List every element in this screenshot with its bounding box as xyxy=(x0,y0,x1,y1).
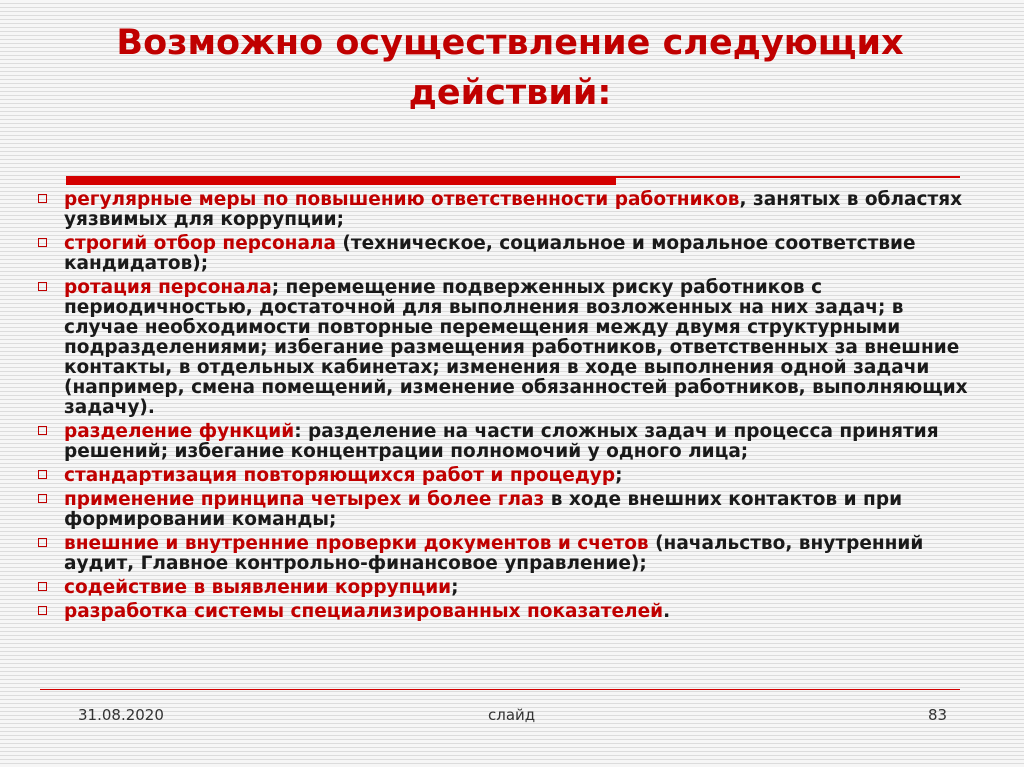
list-item xyxy=(34,534,984,574)
list-item xyxy=(34,602,984,622)
square-bullet-icon xyxy=(38,238,47,247)
square-bullet-icon xyxy=(38,538,47,547)
slide-title: Возможно осуществление следующих действий: xyxy=(116,23,904,113)
square-bullet-icon xyxy=(38,582,47,591)
item-highlight: разделение функций xyxy=(64,421,295,442)
item-text: (начальство, внутренний аудит, Главное контрольно-финансовое управление); xyxy=(64,533,924,574)
square-bullet-icon xyxy=(38,494,47,503)
item-highlight: внешние и внутренние проверки документов и счетов xyxy=(64,533,649,554)
item-text: ; перемещение подверженных риску работников с периодичностью, достаточной для выполнения возложенных на них задач; в случае необходимости повторные перемещения между двумя структурными подразделениями; избегание размещения работников, ответственных за внешние контакты, в отдельных кабинетах; изменения в ходе выполнения одной задачи (например, смена помещений, изменение обязанностей работников, выполняющих задачу). xyxy=(64,277,968,418)
item-text: , занятых в областях уязвимых для коррупции; xyxy=(64,189,963,230)
square-bullet-icon xyxy=(38,470,47,479)
square-bullet-icon xyxy=(38,194,47,203)
item-highlight: стандартизация повторяющихся работ и процедур xyxy=(64,465,616,486)
item-highlight: строгий отбор персонала xyxy=(64,233,336,254)
list-item xyxy=(34,278,984,418)
item-highlight: содействие в выявлении коррупции xyxy=(64,577,452,598)
item-text: ; xyxy=(451,577,459,598)
list-item xyxy=(34,234,984,274)
item-text: (техническое, социальное и моральное соответствие кандидатов); xyxy=(64,233,916,274)
item-highlight: ротация персонала xyxy=(64,277,272,298)
list-item xyxy=(34,466,984,486)
list-item xyxy=(34,190,984,230)
square-bullet-icon xyxy=(38,606,47,615)
list-item xyxy=(34,578,984,598)
footer-divider xyxy=(40,689,960,690)
item-highlight: регулярные меры по повышению ответственности работников xyxy=(64,189,740,210)
list-item xyxy=(34,422,984,462)
item-text: ; xyxy=(615,465,623,486)
item-text: : разделение на части сложных задач и процесса принятия решений; избегание концентрации полномочий у одного лица; xyxy=(64,421,939,462)
bullet-list xyxy=(34,190,984,626)
title-underline-thin xyxy=(616,176,960,178)
item-highlight: разработка системы специализированных показателей xyxy=(64,601,664,622)
item-highlight: применение принципа четырех и более глаз xyxy=(64,489,545,510)
title-underline-thick xyxy=(66,176,616,185)
square-bullet-icon xyxy=(38,426,47,435)
item-text: . xyxy=(663,601,671,622)
footer-label: слайд xyxy=(488,706,536,724)
slide-number: 83 xyxy=(928,706,948,724)
footer-date: 31.08.2020 xyxy=(78,706,164,724)
list-item xyxy=(34,490,984,530)
item-text: в ходе внешних контактов и при формировании команды; xyxy=(64,489,903,530)
square-bullet-icon xyxy=(38,282,47,291)
